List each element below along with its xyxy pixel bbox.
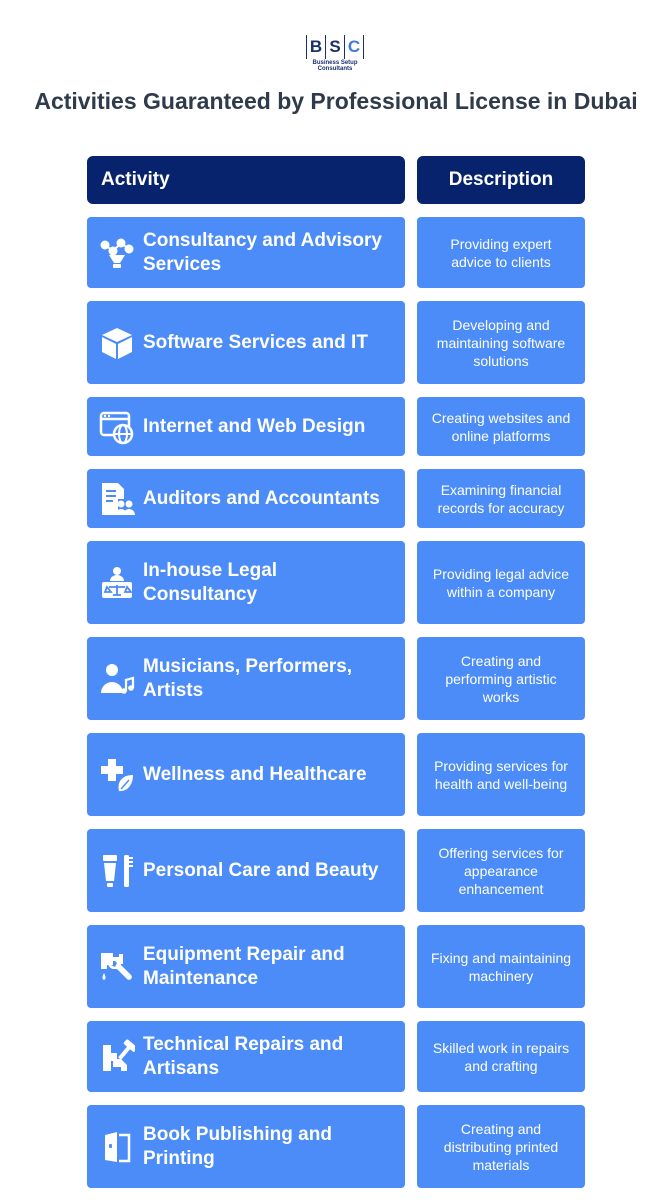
table-row: [0, 829, 672, 912]
activity-label: In-house Legal Consultancy: [143, 559, 278, 605]
activity-label: Internet and Web Design: [143, 415, 366, 437]
description-column-header: Description: [417, 156, 585, 204]
activity-cell: [87, 829, 405, 912]
description-text: Fixing and maintaining machinery: [430, 949, 572, 984]
activity-label: Software Services and IT: [143, 331, 368, 353]
activity-cell: [87, 1105, 405, 1188]
activity-cell: [87, 541, 405, 624]
description-cell: [417, 733, 585, 816]
activity-cell: [87, 301, 405, 384]
description-text: Developing and maintaining software solutions: [436, 316, 566, 369]
activity-label: Technical Repairs and Artisans: [143, 1033, 344, 1079]
description-cell: [417, 925, 585, 1008]
person-music-icon: [99, 661, 135, 697]
activity-column-header: Activity: [87, 156, 405, 204]
activity-label: Wellness and Healthcare: [143, 763, 367, 785]
description-text: Examining financial records for accuracy: [437, 481, 565, 516]
table-row: [0, 541, 672, 624]
description-cell: [417, 397, 585, 456]
activity-cell: [87, 925, 405, 1008]
description-cell: [417, 1105, 585, 1188]
activity-cell: [87, 397, 405, 456]
web-browser-globe-icon: [99, 409, 135, 445]
description-text: Providing services for health and well-being: [434, 757, 568, 792]
table-row: [0, 925, 672, 1008]
health-cross-leaf-icon: [99, 757, 135, 793]
document-people-icon: [99, 481, 135, 517]
logo-letter-b: B: [306, 35, 326, 59]
beauty-products-icon: [99, 853, 135, 889]
cube-icon: [99, 325, 135, 361]
activity-label: Consultancy and Advisory Services: [143, 229, 382, 275]
bsc-logo: [306, 34, 368, 80]
activity-label: Equipment Repair and Maintenance: [143, 943, 345, 989]
description-text: Creating and performing artistic works: [445, 652, 557, 705]
description-cell: [417, 829, 585, 912]
activity-cell: [87, 637, 405, 720]
table-row: [0, 217, 672, 288]
description-text: Providing legal advice within a company: [432, 565, 570, 600]
book-icon: [99, 1129, 135, 1165]
table-row: [0, 733, 672, 816]
description-text: Skilled work in repairs and crafting: [432, 1039, 570, 1074]
logo-subtitle-line1: Business Setup: [312, 60, 358, 66]
description-cell: [417, 541, 585, 624]
table-row: [0, 637, 672, 720]
description-text: Creating and distributing printed materials: [443, 1120, 559, 1173]
legal-scales-icon: [99, 565, 135, 601]
activity-label: Auditors and Accountants: [143, 487, 380, 509]
description-text: Providing expert advice to clients: [450, 235, 552, 270]
description-cell: [417, 301, 585, 384]
activity-cell: [87, 469, 405, 528]
table-row: [0, 397, 672, 456]
description-cell: [417, 469, 585, 528]
activity-cell: [87, 1021, 405, 1092]
network-bulb-icon: [99, 235, 135, 271]
logo-letter-s: S: [326, 35, 345, 59]
logo-letters: [306, 34, 368, 60]
activity-cell: [87, 217, 405, 288]
description-text: Creating websites and online platforms: [431, 409, 571, 444]
description-cell: [417, 217, 585, 288]
description-text: Offering services for appearance enhancement: [438, 844, 564, 897]
page-title: Activities Guaranteed by Professional License in Dubai: [34, 88, 638, 114]
hammer-tools-icon: [99, 1039, 135, 1075]
table-row: [0, 469, 672, 528]
activity-label: Musicians, Performers, Artists: [143, 655, 353, 701]
description-cell: [417, 1021, 585, 1092]
pipe-wrench-icon: [99, 949, 135, 985]
logo-subtitle-line2: Consultants: [317, 66, 353, 72]
activity-label: Book Publishing and Printing: [143, 1123, 332, 1169]
logo-letter-c: C: [345, 35, 364, 59]
table-row: [0, 1105, 672, 1188]
table-row: [0, 1021, 672, 1092]
description-cell: [417, 637, 585, 720]
activity-cell: [87, 733, 405, 816]
activity-label: Personal Care and Beauty: [143, 859, 379, 881]
table-row: [0, 301, 672, 384]
